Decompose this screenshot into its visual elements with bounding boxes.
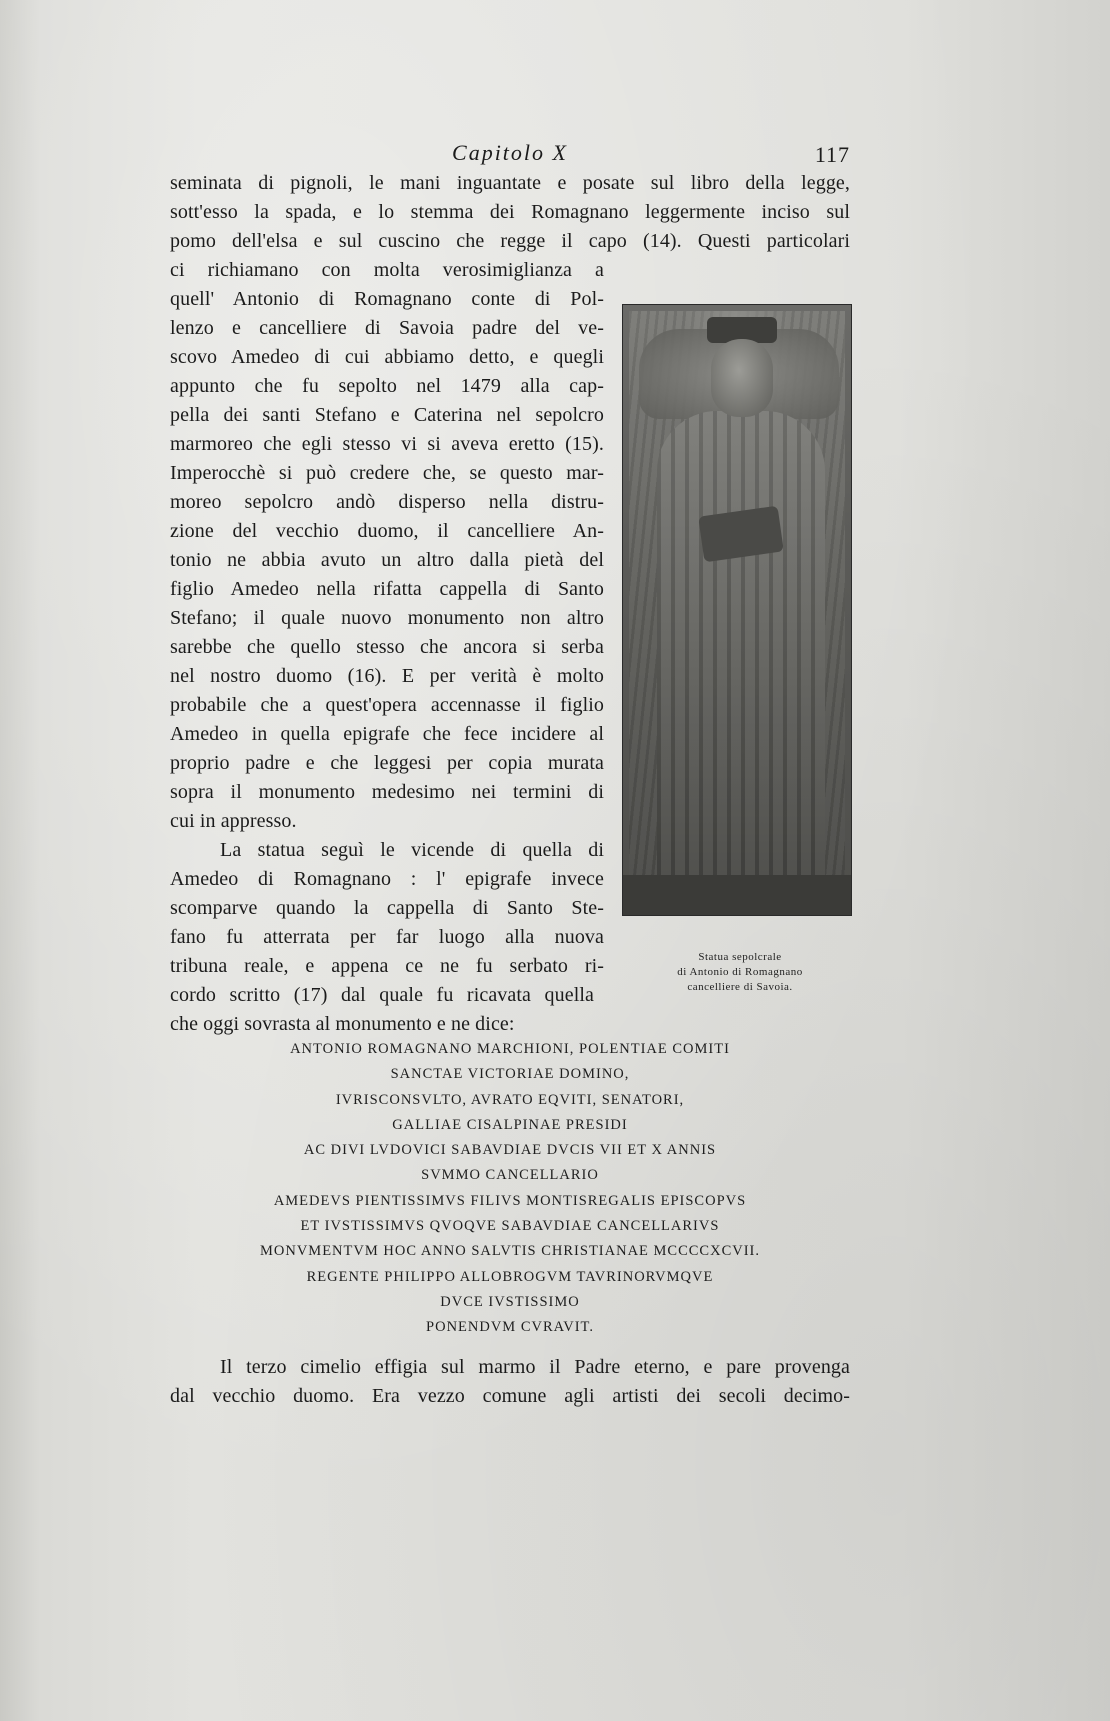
body-line: dal vecchio duomo. Era vezzo comune agli artisti dei secoli decimo-	[170, 1385, 850, 1407]
inscription-line: REGENTE PHILIPPO ALLOBROGVM TAVRINORVMQVE	[306, 1268, 714, 1285]
body-line: cui in appresso.	[170, 810, 297, 832]
body-line: sopra il monumento medesimo nei termini di	[170, 781, 604, 803]
inscription-line: SVMMO CANCELLARIO	[421, 1167, 599, 1184]
caption-line: cancelliere di Savoia.	[687, 981, 793, 993]
body-line: pella dei santi Stefano e Caterina nel sepolcro	[170, 404, 604, 426]
inscription-line: SANCTAE VICTORIAE DOMINO,	[390, 1066, 630, 1083]
caption-line: di Antonio di Romagnano	[677, 966, 803, 978]
inscription-line: PONENDVM CVRAVIT.	[426, 1319, 594, 1336]
body-line: Amedeo di Romagnano : l' epigrafe invece	[170, 868, 604, 890]
body-line: pomo dell'elsa e sul cuscino che regge il capo (14). Questi particolari	[170, 230, 850, 252]
running-head: Capitolo X	[452, 140, 568, 165]
body-line: Imperocchè si può credere che, se questo mar-	[170, 462, 604, 484]
body-line: cordo scritto (17) dal quale fu ricavata quella	[170, 984, 594, 1006]
inscription-line: AC DIVI LVDOVICI SABAVDIAE DVCIS VII ET X ANNIS	[303, 1142, 717, 1159]
body-line: La statua seguì le vicende di quella di	[220, 839, 604, 861]
body-line: Il terzo cimelio effigia sul marmo il Padre eterno, e pare provenga	[220, 1356, 850, 1378]
tomb-statue-relief-icon	[629, 311, 845, 909]
epigraph-inscription	[170, 1037, 850, 1341]
inscription-line: MONVMENTVM HOC ANNO SALVTIS CHRISTIANAE MCCCCXCVII.	[260, 1243, 760, 1260]
body-line: Amedeo in quella epigrafe che fece incidere al	[170, 723, 604, 745]
body-line: seminata di pignoli, le mani inguantate e posate sul libro della legge,	[170, 172, 850, 194]
body-line: marmoreo che egli stesso vi si aveva eretto (15).	[170, 433, 604, 455]
body-line: Stefano; il quale nuovo monumento non altro	[170, 607, 604, 629]
body-line: ci richiamano con molta verosimiglianza a	[170, 259, 604, 281]
page-header	[170, 140, 850, 170]
body-line: scovo Amedeo di cui abbiamo detto, e quegli	[170, 346, 604, 368]
body-line: probabile che a quest'opera accennasse il figlio	[170, 694, 604, 716]
body-line: sarebbe che quello stesso che ancora si serba	[170, 636, 604, 658]
inscription-line: IVRISCONSVLTO, AVRATO EQVITI, SENATORI,	[335, 1091, 685, 1108]
body-line: sott'esso la spada, e lo stemma dei Romagnano leggermente inciso sul	[170, 201, 850, 223]
body-line: tribuna reale, e appena ce ne fu serbato ri-	[170, 955, 604, 977]
inscription-line: AMEDEVS PIENTISSIMVS FILIVS MONTISREGALIS EPISCOPVS	[273, 1192, 747, 1209]
body-line: fano fu atterrata per far luogo alla nuova	[170, 926, 604, 948]
page-number: 117	[814, 142, 850, 167]
body-line: nel nostro duomo (16). E per verità è molto	[170, 665, 604, 687]
inscription-line: ET IVSTISSIMVS QVOQVE SABAVDIAE CANCELLARIVS	[300, 1218, 720, 1235]
body-line: che oggi sovrasta al monumento e ne dice:	[170, 1013, 515, 1035]
body-line: appunto che fu sepolto nel 1479 alla cap-	[170, 375, 604, 397]
body-line: lenzo e cancelliere di Savoia padre del ve-	[170, 317, 604, 339]
inscription-line: DVCE IVSTISSIMO	[440, 1293, 580, 1310]
figure-caption	[640, 950, 840, 995]
inscription-line: GALLIAE CISALPINAE PRESIDI	[392, 1116, 628, 1133]
body-line: figlio Amedeo nella rifatta cappella di Santo	[170, 578, 604, 600]
body-line: tonio ne abbia avuto un altro dalla pietà del	[170, 549, 604, 571]
body-line: scomparve quando la cappella di Santo Ste-	[170, 897, 604, 919]
body-line: zione del vecchio duomo, il cancelliere An-	[170, 520, 604, 542]
body-line: quell' Antonio di Romagnano conte di Pol-	[170, 288, 604, 310]
inscription-line: ANTONIO ROMAGNANO MARCHIONI, POLENTIAE COMITI	[290, 1041, 730, 1057]
tomb-statue-photo	[622, 304, 852, 916]
body-line: proprio padre e che leggesi per copia murata	[170, 752, 604, 774]
caption-line: Statua sepolcrale	[698, 951, 782, 963]
body-line: moreo sepolcro andò disperso nella distru-	[170, 491, 604, 513]
